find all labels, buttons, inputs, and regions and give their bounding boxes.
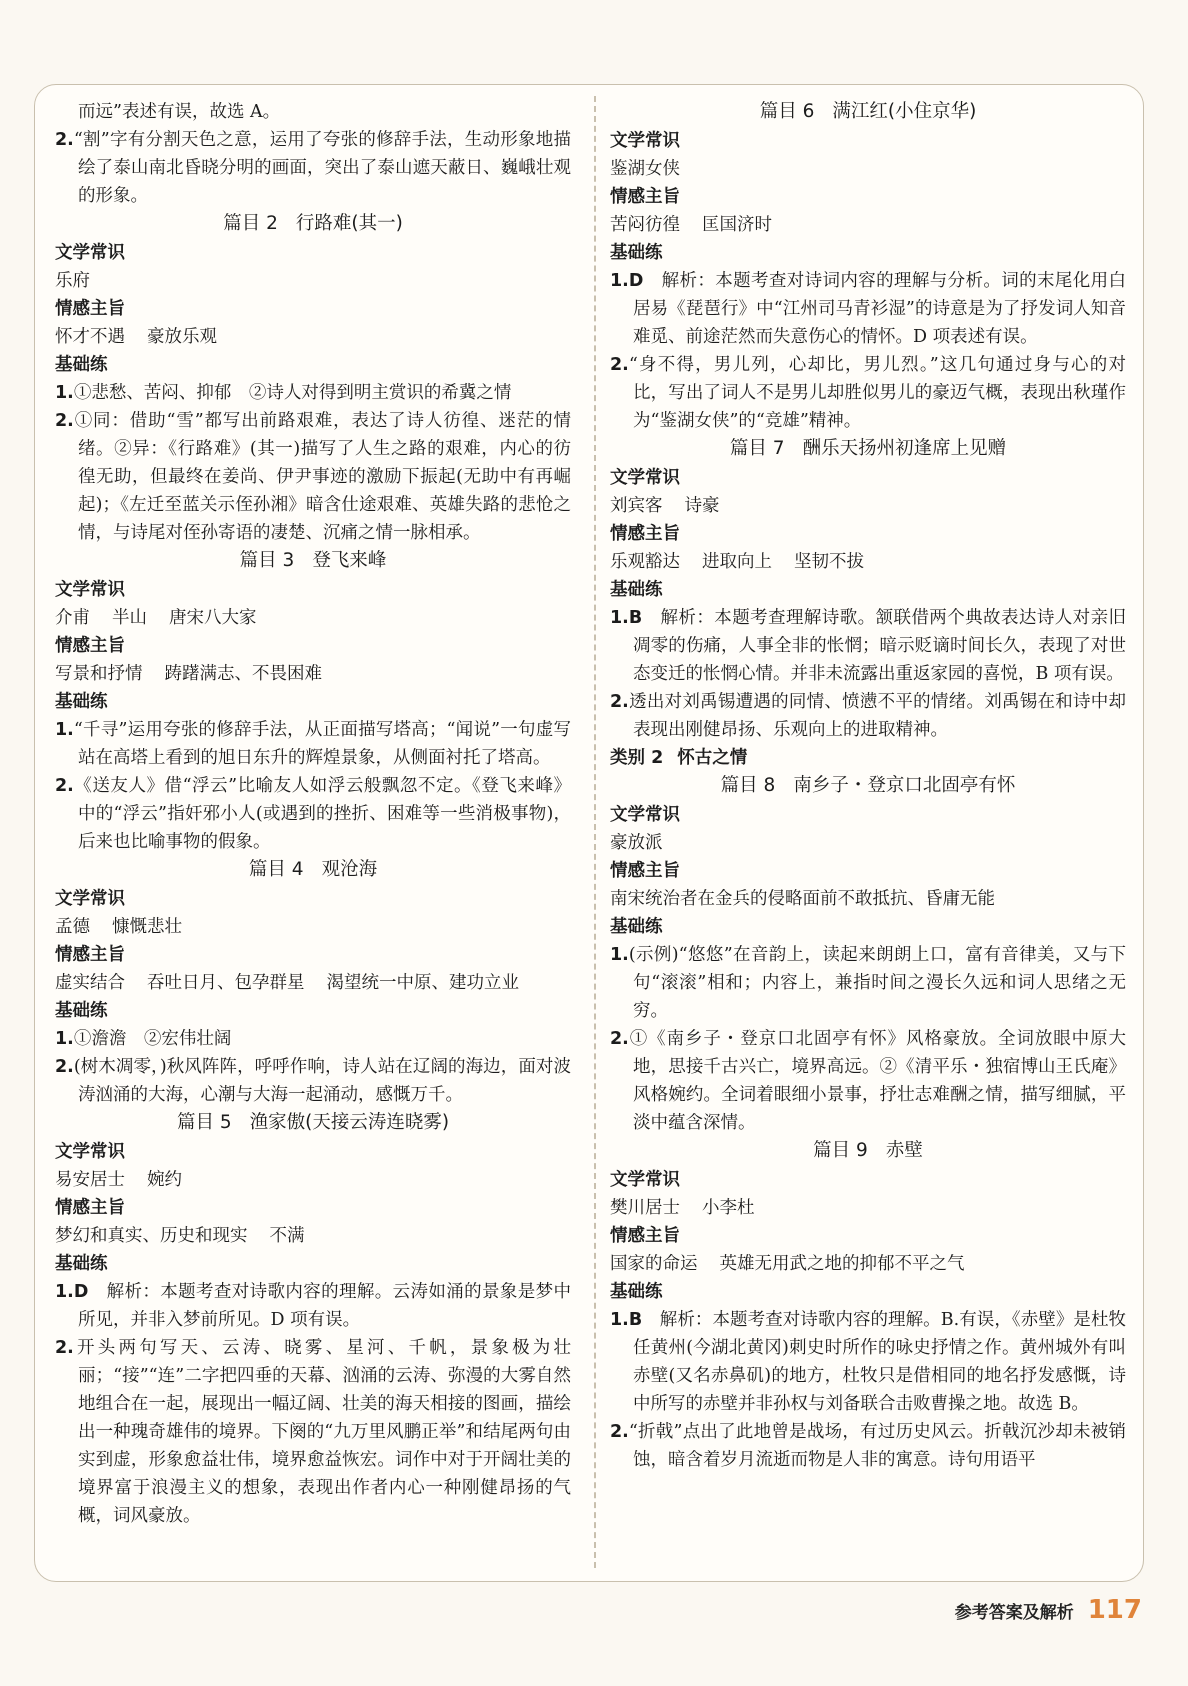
answer-item [610, 688, 1126, 744]
subsection-label: 文学常识 [55, 1142, 125, 1162]
section-number: 篇目 3 [239, 550, 295, 571]
subsection-label: 文学常识 [55, 889, 125, 909]
subsection-label: 文学常识 [610, 1170, 680, 1190]
subsection-label: 基础练 [610, 243, 663, 263]
subsection-label: 情感主旨 [610, 1226, 680, 1246]
answer-item [55, 716, 571, 772]
keyword: 介甫 [55, 608, 90, 628]
item-text: 《送友人》借“浮云”比喻友人如浮云般飘忽不定。《登飞来峰》中的“浮云”指奸邪小人(或遇到的挫折、困难等一些消极事物)，后来也比喻事物的假象。 [73, 776, 571, 852]
keyword: 踌躇满志、不畏困难 [164, 664, 322, 684]
subsection-label: 情感主旨 [610, 861, 680, 881]
answer-keywords [610, 492, 1126, 520]
section-number: 篇目 5 [176, 1112, 232, 1133]
section-title: 观沧海 [321, 859, 378, 880]
keyword: 鉴湖女侠 [610, 159, 680, 179]
keyword: 怀才不遇 [55, 327, 125, 347]
section-title: 赤壁 [885, 1140, 923, 1161]
item-text: ①澹澹 ②宏伟壮阔 [73, 1029, 232, 1049]
item-number: 1. [610, 945, 629, 965]
item-text: 解析：本题考查对诗词内容的理解与分析。词的末尾化用白居易《琵琶行》中“江州司马青衫湿”的诗意是为了抒发词人知音难觅、前途茫然而失意伤心的情怀。D 项表述有误。 [633, 271, 1126, 347]
section-number: 篇目 6 [759, 101, 815, 122]
subsection-label: 文学常识 [610, 131, 680, 151]
footer-label: 参考答案及解析 [954, 1602, 1074, 1623]
column-divider [594, 96, 596, 1568]
left-column [55, 98, 571, 1530]
keyword: 慷慨悲壮 [112, 917, 182, 937]
section-title: 酬乐天扬州初逢席上见赠 [802, 438, 1007, 459]
keyword: 婉约 [147, 1170, 182, 1190]
answer-keywords [55, 913, 571, 941]
item-text: 解析：本题考查对诗歌内容的理解。B.有误，《赤壁》是杜牧任黄州(今湖北黄冈)刺史时所作的咏史抒情之作。黄州城外有叫赤壁(又名赤鼻矶)的地方，杜牧只是借相同的地名抒发感慨，诗中所写的赤壁并非孙权与刘备联合击败曹操之地。故选 B。 [633, 1310, 1126, 1414]
keyword: 南宋统治者在金兵的侵略面前不敢抵抗、昏庸无能 [610, 889, 995, 909]
keyword: 半山 [112, 608, 147, 628]
keyword: 小李杜 [702, 1198, 755, 1218]
item-text: 透出对刘禹锡遭遇的同情、愤懑不平的情绪。刘禹锡在和诗中却表现出刚健昂扬、乐观向上的进取精神。 [628, 692, 1126, 740]
item-number: 2. [55, 1338, 74, 1358]
answer-item [610, 941, 1126, 1025]
answer-keywords [55, 267, 571, 295]
item-text: ①《南乡子・登京口北固亭有怀》风格豪放。全词放眼中原大地，思接千古兴亡，境界高远。②《清平乐・独宿博山王氏庵》风格婉约。全词着眼细小景事，抒壮志难酬之情，描写细腻，平淡中蕴含深情。 [628, 1029, 1126, 1133]
subsection-label: 基础练 [55, 692, 108, 712]
item-number: 2. [610, 355, 629, 375]
right-column [610, 98, 1126, 1474]
keyword: 坚韧不拔 [794, 552, 864, 572]
answer-item [610, 1306, 1126, 1418]
answer-item [55, 1334, 571, 1530]
item-text: 解析：本题考查理解诗歌。颔联借两个典故表达诗人对亲旧凋零的伤痛，人事全非的怅惘；暗示贬谪时间长久，表现了对世态变迁的怅惘心情。并非未流露出重返家园的喜悦，B 项有误。 [633, 608, 1126, 684]
keyword: 诗豪 [684, 496, 720, 516]
item-text: “千寻”运用夸张的修辞手法，从正面描写塔高；“闻说”一句虚写站在高塔上看到的旭日东升的辉煌景象，从侧面衬托了塔高。 [73, 720, 571, 768]
section-title: 行路难(其一) [295, 213, 403, 234]
section-title: 满江红(小住京华) [832, 101, 977, 122]
keyword: 国家的命运 [610, 1254, 698, 1274]
section-heading [55, 1109, 571, 1138]
item-number: 1. [55, 720, 74, 740]
section-heading [610, 772, 1126, 801]
category-number: 类别 2 [610, 748, 664, 768]
item-text: “割”字有分割天色之意，运用了夸张的修辞手法，生动形象地描绘了泰山南北昏晓分明的画面，突出了泰山遮天蔽日、巍峨壮观的形象。 [73, 130, 571, 206]
item-number: 1.D [610, 271, 644, 291]
section-number: 篇目 9 [813, 1140, 868, 1161]
subsection-label: 情感主旨 [610, 187, 680, 207]
subsection-label: 基础练 [55, 355, 108, 375]
answer-item [610, 1025, 1126, 1137]
keyword: 樊川居士 [610, 1198, 680, 1218]
answer-item [55, 1025, 571, 1053]
answer-keywords [610, 1250, 1126, 1278]
continued-text: 而远”表述有误，故选 A。 [78, 102, 281, 122]
subsection-label: 基础练 [610, 1282, 663, 1302]
item-text: 开头两句写天、云涛、晓雾、星河、千帆，景象极为壮丽；“接”“连”二字把四垂的天幕、汹涌的云涛、弥漫的大雾自然地组合在一起，展现出一幅辽阔、壮美的海天相接的图画，描绘出一种瑰奇雄伟的境界。下阕的“九万里风鹏正举”和结尾两句由实到虚，形象愈益壮伟，境界愈益恢宏。词作中对于开阔壮美的境界富于浪漫主义的想象，表现出作者内心一种刚健昂扬的气概，词风豪放。 [73, 1338, 571, 1526]
section-title: 南乡子・登京口北固亭有怀 [793, 775, 1016, 796]
answer-item [610, 1418, 1126, 1474]
keyword: 孟德 [55, 917, 90, 937]
item-text: “折戟”点出了此地曾是战场，有过历史风云。折戟沉沙却未被销蚀，暗含着岁月流逝而物是人非的寓意。诗句用语平 [628, 1422, 1126, 1470]
item-number: 1.D [55, 1282, 89, 1302]
keyword: 豪放派 [610, 833, 663, 853]
item-text: (示例)“悠悠”在音韵上，读起来朗朗上口，富有音律美，又与下句“滚滚”相和；内容上，兼指时间之漫长久远和词人思绪之无穷。 [628, 945, 1126, 1021]
subsection-label: 情感主旨 [610, 524, 680, 544]
item-text: (树木凋零，)秋风阵阵，呼呼作响，诗人站在辽阔的海边，面对波涛汹涌的大海，心潮与大海一起涌动，感慨万千。 [73, 1057, 571, 1105]
keyword: 匡国济时 [702, 215, 772, 235]
keyword: 渴望统一中原、建功立业 [326, 973, 519, 993]
subsection-label: 文学常识 [55, 243, 125, 263]
item-number: 1.B [610, 1310, 643, 1330]
answer-keywords [55, 660, 571, 688]
section-heading [55, 210, 571, 239]
keyword: 易安居士 [55, 1170, 125, 1190]
section-number: 篇目 4 [248, 859, 304, 880]
answer-item [55, 772, 571, 856]
section-heading [610, 98, 1126, 127]
keyword: 乐观豁达 [610, 552, 680, 572]
answer-item [55, 1053, 571, 1109]
answer-keywords [55, 1166, 571, 1194]
keyword: 豪放乐观 [147, 327, 217, 347]
answer-item [610, 267, 1126, 351]
subsection-label: 情感主旨 [55, 1198, 125, 1218]
item-number: 2. [55, 776, 74, 796]
keyword: 刘宾客 [610, 496, 663, 516]
subsection-label: 情感主旨 [55, 299, 125, 319]
section-heading [610, 435, 1126, 464]
item-number: 2. [55, 411, 74, 431]
answer-item [610, 351, 1126, 435]
answer-item [55, 126, 571, 210]
item-text: “身不得，男儿列，心却比，男儿烈。”这几句通过身与心的对比，写出了词人不是男儿却胜似男儿的豪迈气概，表现出秋瑾作为“鉴湖女侠”的“竞雄”精神。 [628, 355, 1126, 431]
keyword: 乐府 [55, 271, 90, 291]
subsection-label: 基础练 [610, 917, 663, 937]
keyword: 不满 [269, 1226, 305, 1246]
category-title: 怀古之情 [677, 748, 748, 768]
page-number: 117 [1087, 1595, 1142, 1625]
keyword: 唐宋八大家 [169, 608, 257, 628]
subsection-label: 基础练 [610, 580, 663, 600]
keyword: 英雄无用武之地的抑郁不平之气 [719, 1254, 965, 1274]
keyword: 吞吐日月、包孕群星 [147, 973, 305, 993]
subsection-label: 文学常识 [610, 468, 680, 488]
answer-keywords [55, 604, 571, 632]
item-text: 解析：本题考查对诗歌内容的理解。云涛如涌的景象是梦中所见，并非入梦前所见。D 项有误。 [78, 1282, 571, 1330]
subsection-label: 基础练 [55, 1254, 108, 1274]
section-heading [610, 1137, 1126, 1166]
keyword: 虚实结合 [55, 973, 125, 993]
answer-keywords [610, 885, 1126, 913]
section-number: 篇目 7 [729, 438, 785, 459]
subsection-label: 文学常识 [55, 580, 125, 600]
answer-keywords [610, 155, 1126, 183]
answer-keywords [55, 323, 571, 351]
answer-item [55, 407, 571, 547]
answer-keywords [610, 829, 1126, 857]
section-number: 篇目 8 [720, 775, 776, 796]
keyword: 梦幻和真实、历史和现实 [55, 1226, 248, 1246]
item-number: 2. [610, 1029, 629, 1049]
section-heading [55, 547, 571, 576]
subsection-label: 情感主旨 [55, 636, 125, 656]
page-footer [955, 1590, 1142, 1630]
item-text: ①悲愁、苦闷、抑郁 ②诗人对得到明主赏识的希冀之情 [73, 383, 512, 403]
keyword: 进取向上 [702, 552, 772, 572]
subsection-label: 情感主旨 [55, 945, 125, 965]
subsection-label: 文学常识 [610, 805, 680, 825]
answer-keywords [55, 969, 571, 997]
section-title: 渔家傲(天接云涛连晓雾) [249, 1112, 450, 1133]
answer-item [55, 1278, 571, 1334]
item-number: 2. [610, 1422, 629, 1442]
item-number: 1. [55, 383, 74, 403]
answer-keywords [610, 1194, 1126, 1222]
answer-item [610, 604, 1126, 688]
item-number: 1.B [610, 608, 643, 628]
section-number: 篇目 2 [223, 213, 278, 234]
subsection-label: 基础练 [55, 1001, 108, 1021]
item-number: 2. [55, 130, 74, 150]
section-heading [55, 856, 571, 885]
item-text: ①同：借助“雪”都写出前路艰难，表达了诗人彷徨、迷茫的情绪。②异：《行路难》(其一)描写了人生之路的艰难，内心的彷徨无助，但最终在姜尚、伊尹事迹的激励下振起(无助中有再崛起)；《左迁至蓝关示侄孙湘》暗含仕途艰难、英雄失路的悲怆之情，与诗尾对侄孙寄语的凄楚、沉痛之情一脉相承。 [73, 411, 571, 543]
answer-keywords [55, 1222, 571, 1250]
category-heading [610, 744, 1126, 772]
item-number: 2. [55, 1057, 74, 1077]
item-number: 1. [55, 1029, 74, 1049]
answer-item [55, 379, 571, 407]
section-title: 登飞来峰 [312, 550, 387, 571]
keyword: 写景和抒情 [55, 664, 143, 684]
answer-keywords [610, 211, 1126, 239]
item-number: 2. [610, 692, 629, 712]
keyword: 苦闷彷徨 [610, 215, 680, 235]
answer-keywords [610, 548, 1126, 576]
